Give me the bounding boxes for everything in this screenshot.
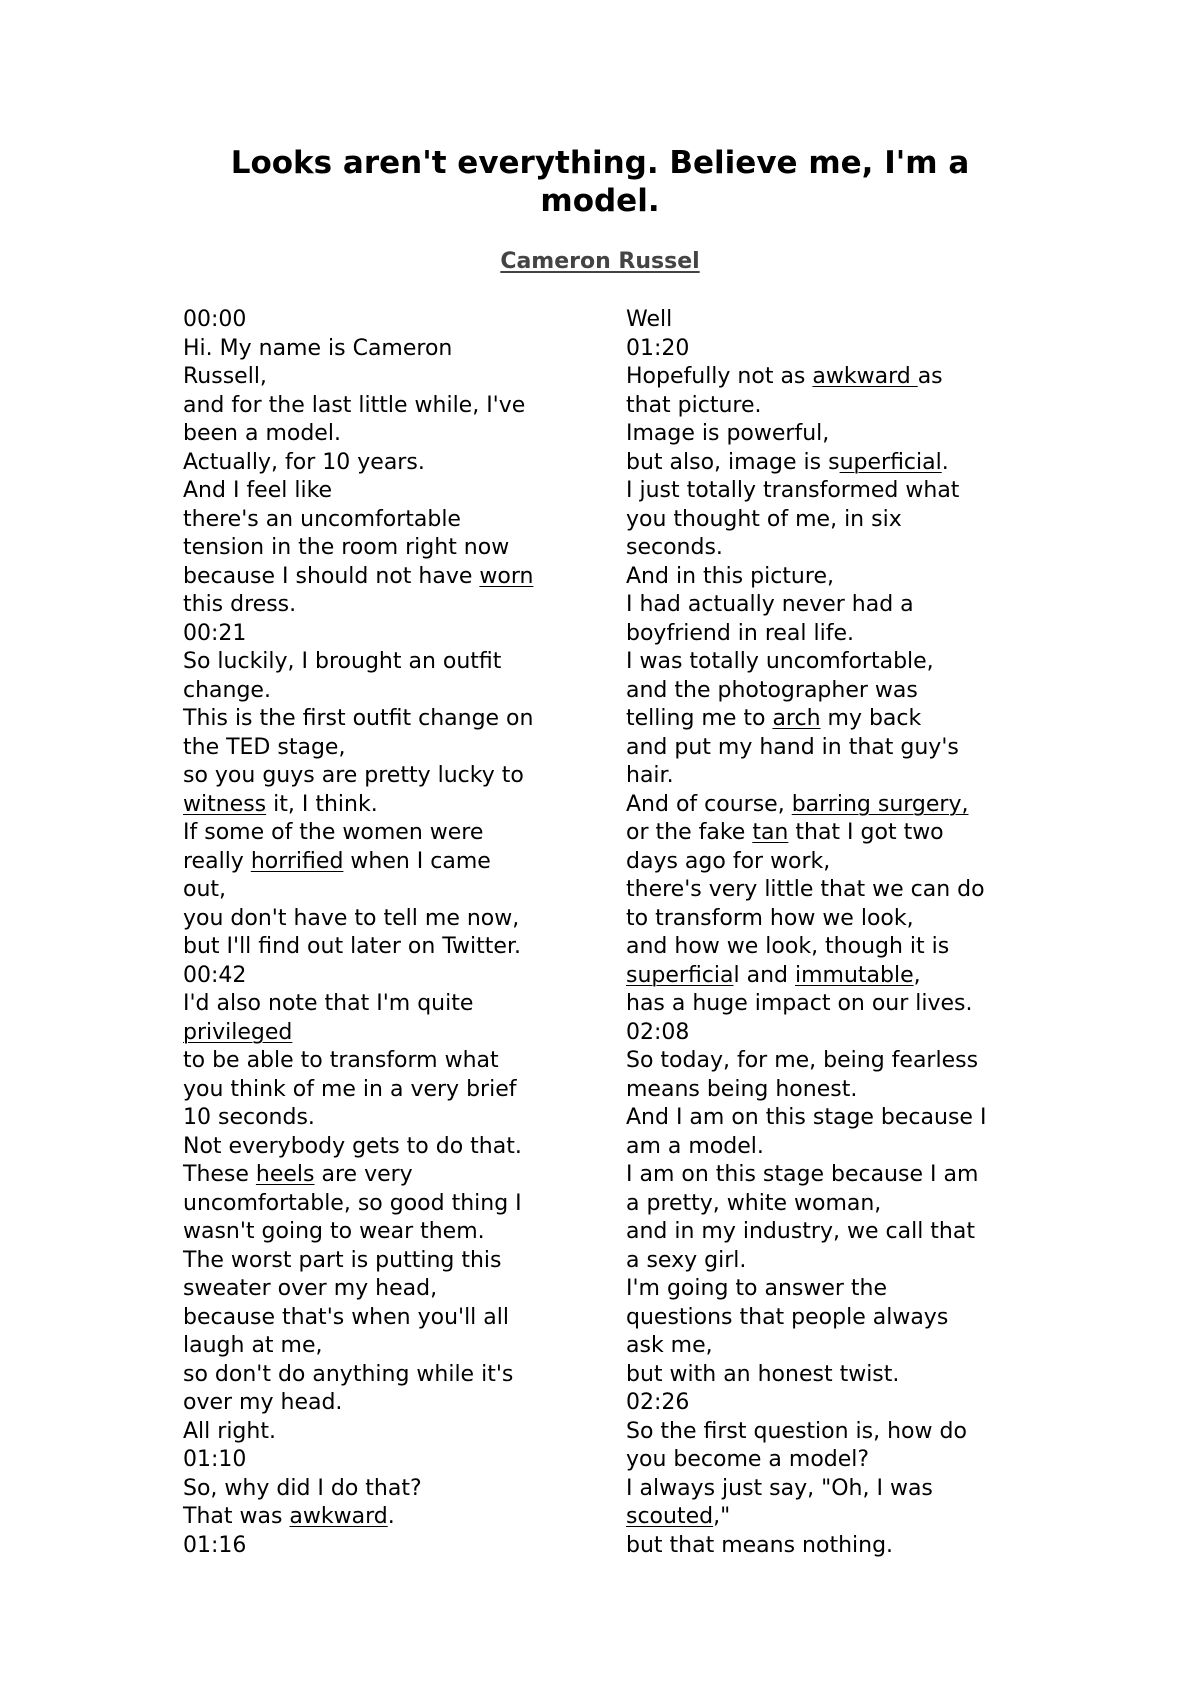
line-text: but also, image is s — [626, 449, 840, 475]
vocabulary-term: awkward — [812, 364, 918, 389]
line-text: has a huge impact on our lives. — [626, 991, 973, 1016]
transcript-line — [183, 962, 583, 991]
line-text: That was — [183, 1504, 290, 1529]
transcript-line — [626, 791, 1036, 820]
line-text: ask me, — [626, 1333, 713, 1358]
transcript-line — [626, 591, 1036, 620]
transcript-line — [183, 420, 583, 449]
title-line-2: model. — [540, 183, 660, 219]
line-text: These — [183, 1162, 256, 1187]
transcript-line — [626, 449, 1036, 478]
transcript-line — [183, 1019, 583, 1048]
transcript-line — [183, 591, 583, 620]
transcript-line — [626, 905, 1036, 934]
line-text: 00:42 — [183, 962, 247, 988]
transcript-line — [626, 1503, 1036, 1532]
transcript-line — [183, 1446, 583, 1475]
line-text: This is the first outfit change on — [183, 706, 534, 731]
line-text: 01:16 — [183, 1532, 247, 1558]
vocabulary-term: uperficial — [839, 449, 942, 475]
transcript-line — [626, 1161, 1036, 1190]
author-byline — [150, 248, 1050, 276]
line-text: when I came — [343, 848, 491, 874]
transcript-line — [183, 848, 583, 877]
transcript-line — [626, 420, 1036, 449]
line-text: 01:10 — [183, 1447, 247, 1472]
line-text: because I should not have — [183, 563, 480, 589]
vocabulary-term: privileged — [183, 1019, 293, 1045]
line-text: 00:00 — [183, 307, 247, 332]
transcript-line — [626, 734, 1036, 763]
line-text: I had actually never had a — [626, 592, 914, 617]
line-text: Actually, for 10 years. — [183, 449, 425, 475]
line-text: really — [183, 848, 251, 874]
line-text: 00:21 — [183, 620, 247, 646]
transcript-line — [626, 363, 1036, 392]
line-text: but with an honest twist. — [626, 1361, 900, 1387]
line-text: sweater over my head, — [183, 1276, 438, 1301]
line-text: change. — [183, 677, 271, 703]
transcript-line — [183, 1418, 583, 1447]
line-text: So the first question is, how do — [626, 1418, 967, 1444]
transcript-line — [183, 1161, 583, 1190]
vocabulary-term: immutable — [795, 962, 914, 988]
line-text: hair. — [626, 763, 674, 788]
transcript-line — [626, 1247, 1036, 1276]
line-text: So today, for me, being fearless — [626, 1048, 979, 1073]
line-text: And in this picture, — [626, 563, 834, 589]
line-text: Image is powerful, — [626, 421, 830, 446]
transcript-line — [626, 762, 1036, 791]
transcript-line — [626, 648, 1036, 677]
transcript-line — [183, 1361, 583, 1390]
line-text: days ago for work, — [626, 848, 831, 874]
transcript-line — [183, 705, 583, 734]
line-text: that picture. — [626, 392, 762, 418]
line-text: you think of me in a very brief — [183, 1076, 517, 1102]
transcript-line — [626, 876, 1036, 905]
line-text: am a model. — [626, 1133, 764, 1159]
line-text: and for the last little while, I've — [183, 392, 526, 418]
transcript-line — [626, 848, 1036, 877]
line-text: this dress. — [183, 592, 297, 617]
transcript-line — [183, 648, 583, 677]
transcript-left-column — [183, 306, 583, 1560]
line-text: you don't have to tell me now, — [183, 905, 520, 931]
transcript-line — [626, 1418, 1036, 1447]
line-text: All right. — [183, 1418, 276, 1444]
line-text: out, — [183, 877, 227, 902]
transcript-line — [183, 791, 583, 820]
transcript-line — [626, 677, 1036, 706]
transcript-line — [183, 734, 583, 763]
line-text: a pretty, white woman, — [626, 1190, 882, 1216]
transcript-line — [626, 1047, 1036, 1076]
line-text: , — [913, 962, 921, 988]
vocabulary-term: tan — [752, 820, 789, 845]
line-text: I'm going to answer the — [626, 1276, 888, 1301]
line-text: . — [387, 1504, 395, 1529]
vocabulary-term: heels — [255, 1162, 315, 1187]
line-text: as — [917, 364, 943, 389]
transcript-line — [626, 1076, 1036, 1105]
line-text: wasn't going to wear them. — [183, 1219, 485, 1244]
transcript-line — [626, 1332, 1036, 1361]
line-text: and the photographer was — [626, 677, 918, 703]
transcript-line — [183, 1076, 583, 1105]
line-text: been a model. — [183, 421, 341, 446]
transcript-line — [183, 1275, 583, 1304]
transcript-line — [183, 534, 583, 563]
transcript-line — [626, 1104, 1036, 1133]
vocabulary-term: horrified — [250, 848, 344, 874]
transcript-line — [626, 1190, 1036, 1219]
transcript-line — [183, 363, 583, 392]
line-text: 10 seconds. — [183, 1105, 315, 1130]
vocabulary-term: witness — [183, 791, 267, 817]
transcript-line — [626, 1389, 1036, 1418]
transcript-line — [626, 1218, 1036, 1247]
line-text: because that's when you'll all — [183, 1304, 509, 1330]
transcript-line — [626, 705, 1036, 734]
line-text: Not everybody gets to do that. — [183, 1133, 522, 1159]
line-text: to be able to transform what — [183, 1048, 499, 1073]
line-text: there's very little that we can do — [626, 877, 985, 902]
line-text: but that means nothing. — [626, 1532, 894, 1558]
line-text: uncomfortable, so good thing I — [183, 1190, 522, 1216]
line-text: questions that people always — [626, 1304, 949, 1330]
transcript-line — [626, 392, 1036, 421]
line-text: but I'll find out later on Twitter. — [183, 934, 521, 959]
title-line-1: Looks aren't everything. Believe me, I'm a — [230, 145, 970, 181]
transcript-line — [183, 506, 583, 535]
transcript-line — [626, 819, 1036, 848]
vocabulary-term: arch — [772, 706, 821, 731]
document-title — [150, 144, 1050, 220]
line-text: ," — [713, 1504, 731, 1529]
line-text: And I am on this stage because I — [626, 1105, 987, 1130]
line-text: I'd also note that I'm quite — [183, 991, 474, 1016]
line-text: I just totally transformed what — [626, 478, 960, 503]
transcript-line — [183, 1503, 583, 1532]
line-text: The worst part is putting this — [183, 1247, 502, 1273]
line-text: over my head. — [183, 1390, 343, 1415]
transcript-line — [183, 392, 583, 421]
line-text: it, I think. — [266, 791, 378, 817]
transcript-line — [626, 534, 1036, 563]
vocabulary-term: worn — [479, 563, 534, 589]
line-text: to transform how we look, — [626, 905, 914, 931]
line-text: tension in the room right now — [183, 535, 510, 560]
transcript-line — [183, 1104, 583, 1133]
line-text: So, why did I do that? — [183, 1475, 422, 1501]
line-text: I was totally uncomfortable, — [626, 649, 934, 674]
transcript-line — [626, 1275, 1036, 1304]
line-text: telling me to — [626, 706, 773, 731]
transcript-line — [183, 990, 583, 1019]
line-text: And of course, — [626, 791, 792, 817]
line-text: so don't do anything while it's — [183, 1361, 514, 1387]
transcript-line — [183, 1475, 583, 1504]
transcript-line — [626, 990, 1036, 1019]
line-text: 02:08 — [626, 1019, 690, 1045]
transcript-line — [183, 933, 583, 962]
vocabulary-term: barring surgery, — [791, 791, 969, 817]
line-text: my back — [820, 706, 922, 731]
transcript-line — [183, 905, 583, 934]
line-text: there's an uncomfortable — [183, 506, 461, 532]
line-text: and put my hand in that guy's — [626, 734, 959, 760]
line-text: Hi. My name is Cameron — [183, 335, 453, 361]
line-text: 01:20 — [626, 335, 690, 361]
transcript-line — [183, 335, 583, 364]
transcript-line — [183, 762, 583, 791]
line-text: boyfriend in real life. — [626, 620, 855, 646]
transcript-line — [183, 1532, 583, 1561]
transcript-line — [626, 1446, 1036, 1475]
vocabulary-term: awkward — [289, 1504, 388, 1529]
transcript-line — [626, 1304, 1036, 1333]
transcript-line — [183, 1304, 583, 1333]
transcript-line — [183, 1218, 583, 1247]
line-text: Well — [626, 307, 673, 332]
line-text: . — [941, 449, 949, 475]
transcript-line — [626, 1361, 1036, 1390]
line-text: And I feel like — [183, 478, 333, 503]
transcript-line — [183, 1190, 583, 1219]
line-text: you become a model? — [626, 1447, 870, 1472]
author-name: Cameron Russel — [500, 249, 700, 274]
line-text: means being honest. — [626, 1076, 858, 1102]
transcript-line — [626, 477, 1036, 506]
transcript-line — [183, 1247, 583, 1276]
transcript-line — [626, 1532, 1036, 1561]
line-text: are very — [314, 1162, 413, 1187]
transcript-line — [626, 306, 1036, 335]
line-text: Russell, — [183, 364, 267, 389]
line-text: the TED stage, — [183, 734, 346, 760]
transcript-right-column — [626, 306, 1036, 1560]
line-text: I always just say, "Oh, I was — [626, 1475, 933, 1501]
transcript-line — [626, 335, 1036, 364]
vocabulary-term: scouted — [626, 1504, 714, 1529]
transcript-line — [626, 620, 1036, 649]
transcript-line — [183, 1047, 583, 1076]
line-text: and how we look, though it is — [626, 934, 950, 959]
transcript-line — [183, 306, 583, 335]
line-text: If some of the women were — [183, 820, 484, 845]
line-text: l and — [733, 962, 795, 988]
transcript-line — [183, 449, 583, 478]
transcript-line — [626, 1133, 1036, 1162]
line-text: laugh at me, — [183, 1333, 323, 1358]
transcript-line — [183, 1389, 583, 1418]
line-text: So luckily, I brought an outfit — [183, 649, 502, 674]
transcript-line — [183, 563, 583, 592]
transcript-line — [626, 933, 1036, 962]
line-text: 02:26 — [626, 1390, 690, 1415]
line-text: I am on this stage because I am — [626, 1162, 979, 1187]
transcript-line — [183, 1133, 583, 1162]
transcript-line — [626, 1475, 1036, 1504]
line-text: a sexy girl. — [626, 1247, 747, 1273]
transcript-line — [626, 1019, 1036, 1048]
transcript-line — [183, 620, 583, 649]
transcript-line — [183, 876, 583, 905]
vocabulary-term: superficia — [626, 962, 734, 988]
line-text: that I got two — [788, 820, 944, 845]
transcript-line — [626, 506, 1036, 535]
line-text: or the fake — [626, 820, 753, 845]
transcript-line — [626, 962, 1036, 991]
transcript-line — [183, 477, 583, 506]
line-text: you thought of me, in six — [626, 506, 902, 532]
transcript-line — [183, 819, 583, 848]
line-text: so you guys are pretty lucky to — [183, 763, 524, 788]
transcript-line — [183, 1332, 583, 1361]
line-text: Hopefully not as — [626, 364, 813, 389]
transcript-line — [183, 677, 583, 706]
line-text: and in my industry, we call that — [626, 1219, 975, 1244]
line-text: seconds. — [626, 535, 723, 560]
transcript-line — [626, 563, 1036, 592]
